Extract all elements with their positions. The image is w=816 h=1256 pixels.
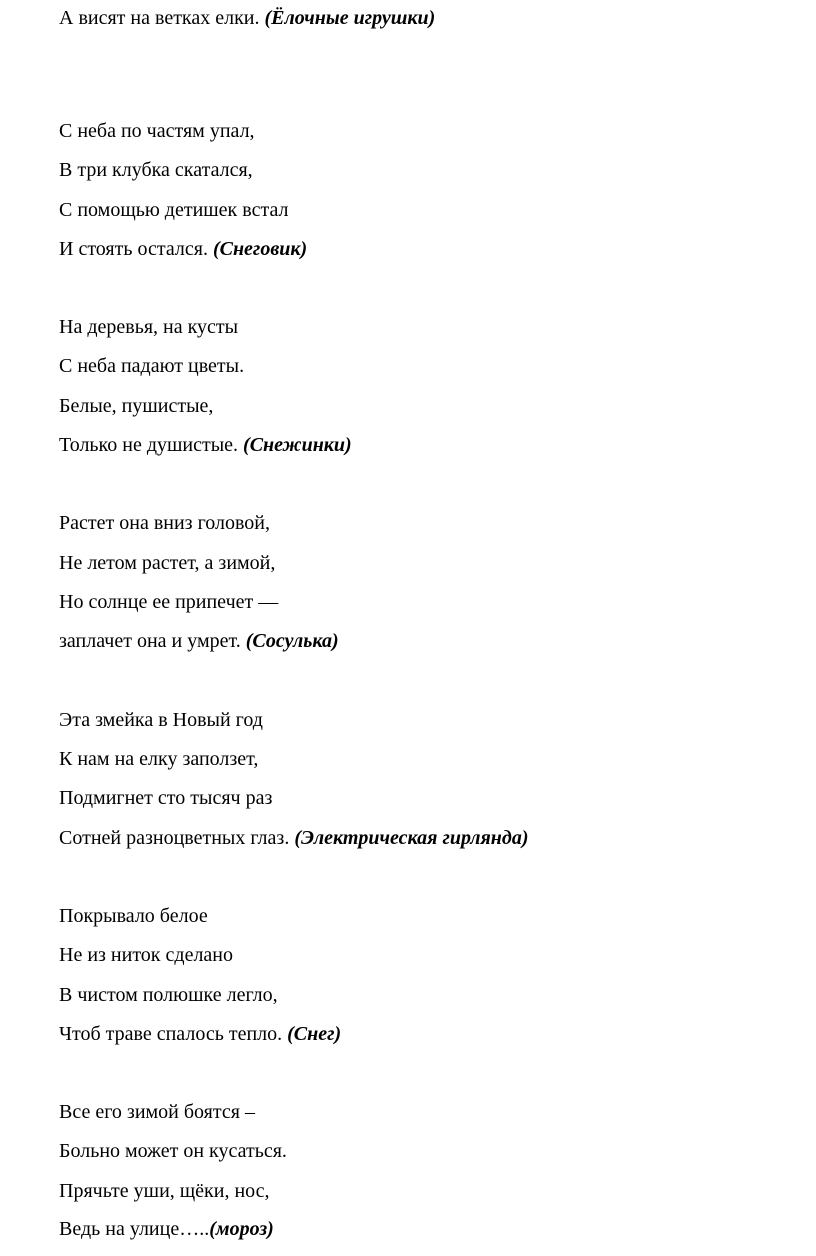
riddle-text: Покрывало белое [59,905,208,927]
riddle-line [59,904,208,928]
riddle-text: Больно может он кусаться. [59,1140,287,1162]
riddle-line [59,786,272,810]
riddle-text: Растет она вниз головой, [59,512,270,534]
riddle-line [59,198,289,222]
riddle-line [59,1139,287,1163]
riddle-text: заплачет она и умрет. [59,630,241,652]
riddle-text: Но солнце ее припечет — [59,591,279,613]
riddle-text: Сотней разноцветных глаз. [59,827,290,849]
riddle-line [59,237,307,261]
riddle-line [59,158,253,182]
riddle-line [59,511,270,535]
riddle-text: Все его зимой боятся – [59,1101,255,1123]
riddle-text: А висят на ветках елки. [59,7,260,29]
riddle-answer: (Снег) [287,1023,342,1045]
riddle-line [59,433,352,457]
riddle-line [59,590,278,614]
riddle-line [59,1100,255,1124]
riddle-text: В три клубка скатался, [59,159,253,181]
riddle-text: С неба падают цветы. [59,355,245,377]
riddle-line [59,551,275,575]
riddle-line [59,629,339,653]
riddle-text: На деревья, на кусты [59,316,239,338]
riddle-text: С помощью детишек встал [59,199,289,221]
riddle-line [59,354,244,378]
riddle-answer: (Снеговик) [212,238,308,260]
riddle-line [59,315,238,339]
riddle-line [59,1217,274,1241]
riddle-text: С неба по частям упал, [59,120,255,142]
riddle-line [59,943,233,967]
riddle-text: В чистом полюшке легло, [59,984,278,1006]
riddle-answer: (мороз) [209,1218,274,1240]
riddle-text: Не летом растет, а зимой, [59,552,276,574]
riddle-answer: (Сосулька) [245,630,339,652]
riddle-line [59,1022,341,1046]
riddle-line [59,119,255,143]
riddle-text: Подмигнет сто тысяч раз [59,787,273,809]
riddle-text: Эта змейка в Новый год [59,709,263,731]
riddle-line [59,747,258,771]
riddle-line [59,826,528,850]
riddle-text: К нам на елку заползет, [59,748,259,770]
riddle-text: Не из ниток сделано [59,944,234,966]
riddle-text: И стоять остался. [59,238,208,260]
riddle-line [59,1179,270,1203]
riddle-answer: (Электрическая гирлянда) [294,827,529,849]
riddle-answer: (Ёлочные игрушки) [264,7,436,29]
riddle-line [59,6,435,30]
riddle-text: Прячьте уши, щёки, нос, [59,1180,270,1202]
riddle-text: Ведь на улице….. [59,1218,210,1240]
riddle-text: Чтоб траве спалось тепло. [59,1023,283,1045]
riddle-line [59,394,213,418]
riddle-text: Белые, пушистые, [59,395,214,417]
riddle-answer: (Снежинки) [243,434,352,456]
riddle-line [59,708,263,732]
riddle-line [59,983,278,1007]
riddle-text: Только не душистые. [59,434,239,456]
